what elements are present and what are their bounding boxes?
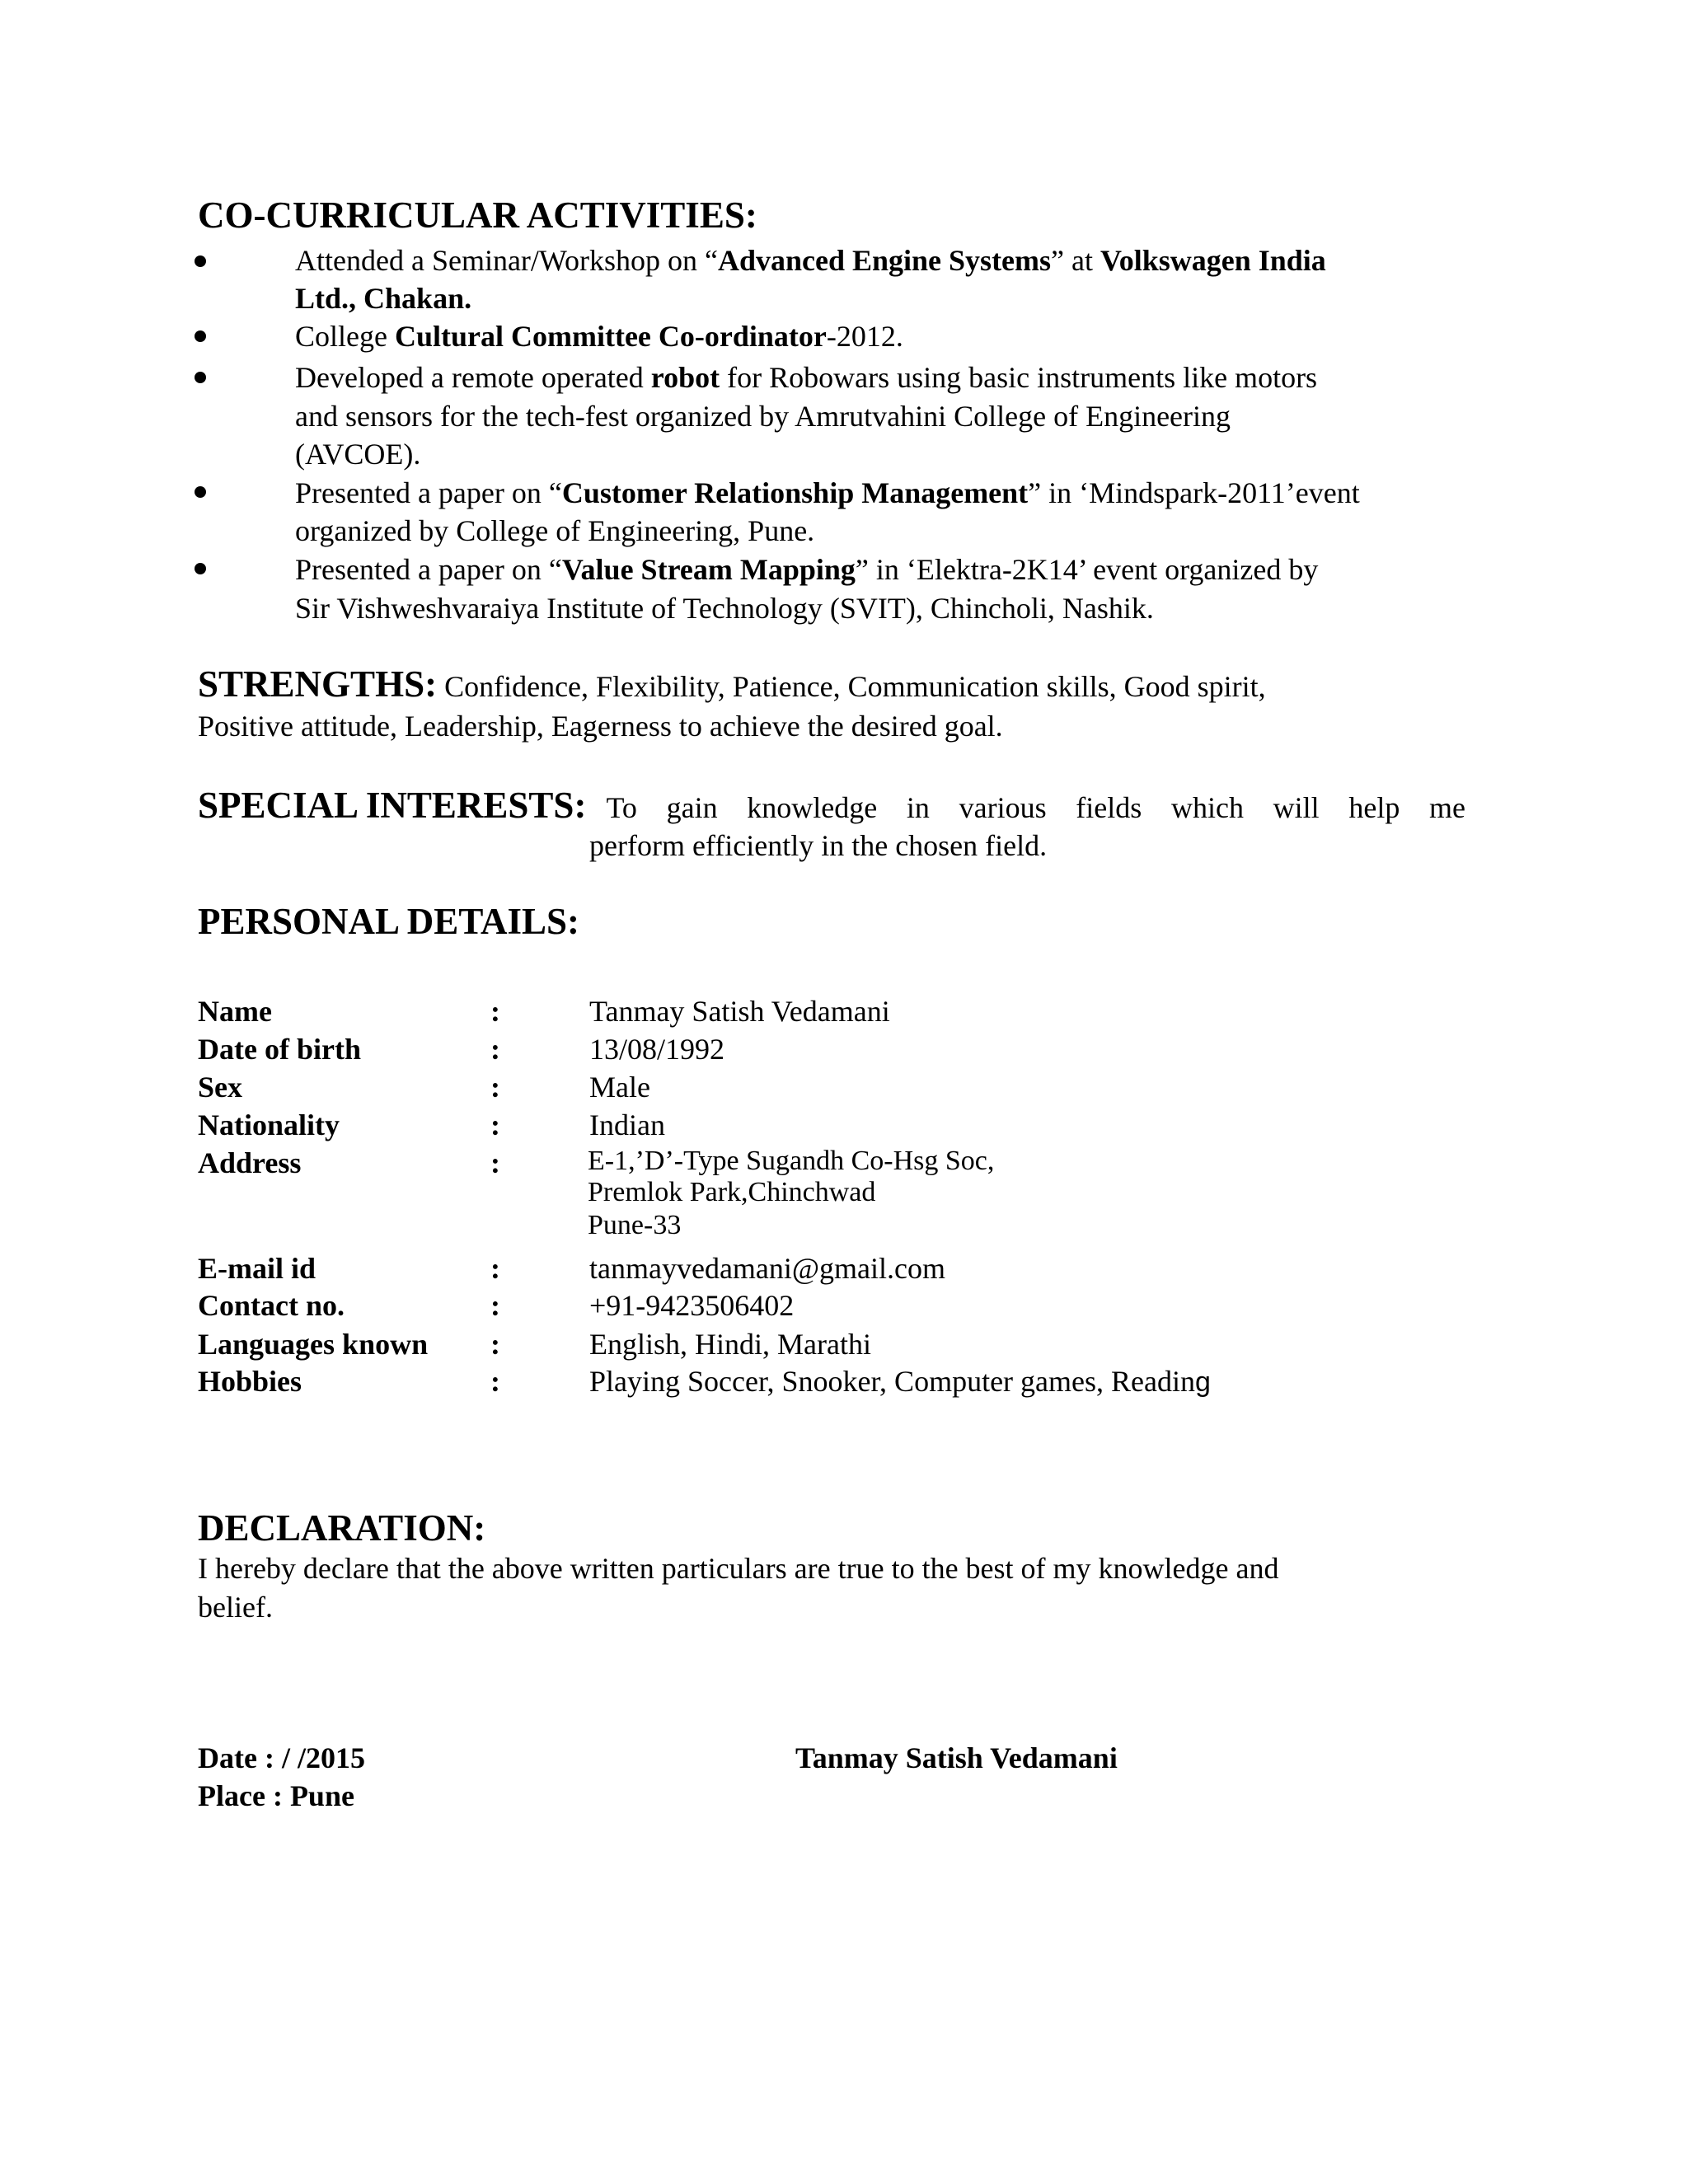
colon: : (490, 1289, 500, 1322)
email-value: tanmayvedamani@gmail.com (589, 1252, 946, 1285)
colon: : (490, 1033, 500, 1066)
activity-1-line-2: Ltd., Chakan. (295, 282, 472, 315)
colon: : (490, 1252, 500, 1285)
special-interests-line-2: perform efficiently in the chosen field. (589, 829, 1048, 862)
colon: : (490, 1108, 500, 1141)
activity-1-line-1: Attended a Seminar/Workshop on “Advanced Engine Systems” at Volkswagen India (295, 244, 1326, 277)
name-label: Name (198, 995, 272, 1028)
personal-details-heading: PERSONAL DETAILS: (198, 901, 580, 942)
email-label: E-mail id (198, 1252, 316, 1285)
activity-3-line-3: (AVCOE). (295, 438, 421, 471)
hobbies-label: Hobbies (198, 1365, 302, 1398)
place-field: Place : Pune (198, 1779, 354, 1812)
colon: : (490, 1071, 500, 1104)
activity-3-line-1: Developed a remote operated robot for Robowars using basic instruments like motors (295, 361, 1318, 394)
colon: : (490, 1146, 500, 1179)
colon: : (490, 1328, 500, 1361)
contact-value: +91-9423506402 (589, 1289, 795, 1322)
languages-label: Languages known (198, 1328, 429, 1361)
signature-name: Tanmay Satish Vedamani (795, 1741, 1118, 1774)
activity-4-line-1: Presented a paper on “Customer Relationship Management” in ‘Mindspark-2011’event (295, 476, 1360, 509)
nationality-value: Indian (589, 1108, 665, 1141)
bullet-icon (195, 372, 206, 383)
special-interests-line-1: SPECIAL INTERESTS: To gain knowledge in various fields which will help me (198, 785, 1465, 826)
declaration-line-2: belief. (198, 1591, 273, 1624)
strengths-line-1: STRENGTHS: Confidence, Flexibility, Patience, Communication skills, Good spirit, (198, 663, 1266, 705)
colon: : (490, 995, 500, 1028)
date-field: Date : / /2015 (198, 1741, 365, 1774)
co-curricular-heading: CO-CURRICULAR ACTIVITIES: (198, 194, 757, 236)
bullet-icon (195, 486, 206, 498)
address-line-2: Premlok Park,Chinchwad (588, 1177, 876, 1207)
declaration-line-1: I hereby declare that the above written particulars are true to the best of my knowledge and (198, 1552, 1279, 1585)
activity-5-line-2: Sir Vishweshvaraiya Institute of Technology (SVIT), Chincholi, Nashik. (295, 592, 1154, 625)
languages-value: English, Hindi, Marathi (589, 1328, 871, 1361)
activity-2: College Cultural Committee Co-ordinator-2012. (295, 320, 903, 353)
bullet-icon (195, 330, 206, 342)
bullet-icon (195, 563, 206, 574)
address-label: Address (198, 1146, 302, 1179)
activity-3-line-2: and sensors for the tech-fest organized by Amrutvahini College of Engineering (295, 400, 1231, 433)
strengths-heading: STRENGTHS: (198, 663, 438, 705)
colon: : (490, 1365, 500, 1398)
hobbies-value: Playing Soccer, Snooker, Computer games, Reading (589, 1365, 1211, 1398)
sex-label: Sex (198, 1071, 242, 1104)
sex-value: Male (589, 1071, 650, 1104)
contact-label: Contact no. (198, 1289, 345, 1322)
strengths-line-2: Positive attitude, Leadership, Eagerness to achieve the desired goal. (198, 710, 1003, 743)
nationality-label: Nationality (198, 1108, 340, 1141)
special-interests-heading: SPECIAL INTERESTS: (198, 785, 587, 826)
dob-label: Date of birth (198, 1033, 361, 1066)
address-line-3: Pune-33 (588, 1210, 682, 1240)
declaration-heading: DECLARATION: (198, 1507, 486, 1549)
activity-4-line-2: organized by College of Engineering, Pune. (295, 514, 815, 547)
bullet-icon (195, 255, 206, 267)
activity-5-line-1: Presented a paper on “Value Stream Mapping” in ‘Elektra-2K14’ event organized by (295, 553, 1319, 586)
name-value: Tanmay Satish Vedamani (589, 995, 890, 1028)
dob-value: 13/08/1992 (589, 1033, 725, 1066)
address-line-1: E-1,’D’-Type Sugandh Co-Hsg Soc, (588, 1146, 995, 1176)
